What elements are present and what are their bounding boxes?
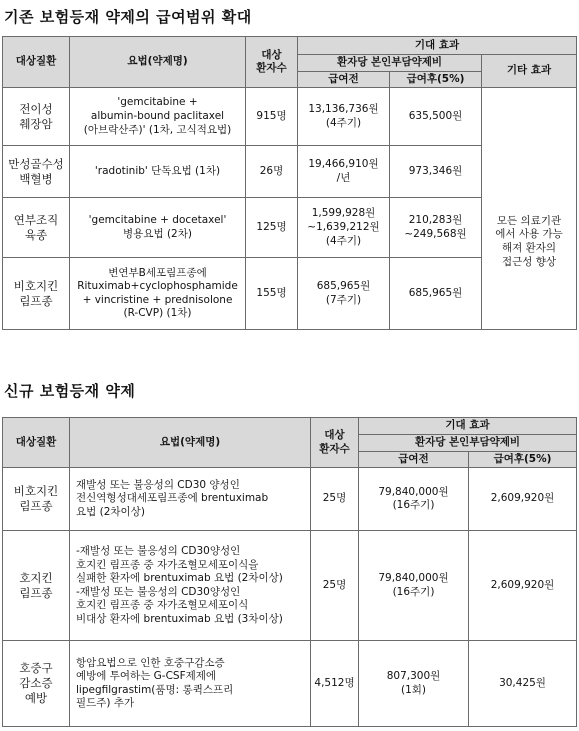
- row-after: 210,283원 ~249,568원: [390, 198, 482, 258]
- regimen-line: + vincristine + prednisolone: [82, 293, 233, 306]
- before-line: 1,599,928원: [311, 207, 376, 220]
- row-disease: [3, 531, 70, 641]
- header-expected-effect: 기대 효과: [359, 418, 577, 435]
- table-row: [3, 468, 577, 531]
- header-disease: 대상질환: [3, 37, 70, 88]
- disease-line: 림프종: [19, 499, 53, 514]
- regimen-line: 호지킨 림프종 중 자가조혈모세포이식을: [76, 558, 259, 571]
- header-patients: [311, 418, 359, 468]
- header-disease: 대상질환: [3, 418, 70, 468]
- header-before: 급여전: [359, 451, 469, 468]
- regimen-line: -재발성 또는 불응성의 CD30양성인: [76, 585, 241, 598]
- existing-drugs-table: [2, 36, 577, 330]
- new-drugs-table: [2, 417, 577, 727]
- row-patients: 25명: [311, 468, 359, 531]
- row-patients: 25명: [311, 531, 359, 641]
- table-row: [3, 531, 577, 641]
- row-after: 973,346원: [390, 146, 482, 198]
- row-before: [298, 88, 390, 146]
- regimen-line: 필드주) 추가: [76, 697, 135, 710]
- regimen-line: 호지킨 림프종 중 자가조혈모세포이식: [76, 599, 249, 612]
- header-burden: 환자당 본인부담약제비: [298, 55, 482, 72]
- row-patients: 125명: [246, 198, 298, 258]
- row-before: [298, 258, 390, 330]
- disease-line: 비호지킨: [13, 484, 59, 499]
- table-row: [3, 88, 577, 146]
- regimen-line: lipegfilgrastim(품명: 롱퀵스프리: [76, 683, 234, 696]
- regimen-line: -재발성 또는 불응성의 CD30양성인: [76, 544, 241, 557]
- before-line: 79,840,000원: [378, 572, 449, 585]
- regimen-line: 전신역형성대세포림프종에 brentuximab: [76, 492, 269, 505]
- before-line: (16주기): [392, 585, 435, 598]
- header-regimen: 요법(약제명): [70, 37, 246, 88]
- row-regimen: [70, 531, 311, 641]
- regimen-line: Rituximab+cyclophosphamide: [77, 280, 238, 293]
- row-disease: [3, 258, 70, 330]
- row-after: 30,425원: [469, 641, 577, 727]
- row-regimen: [70, 468, 311, 531]
- disease-line: 감소증: [19, 676, 53, 691]
- regimen-line: 변연부B세포림프종에: [108, 266, 207, 279]
- row-patients: 4,512명: [311, 641, 359, 727]
- other-effect-line: 모든 의료기관: [496, 214, 562, 227]
- row-disease: [3, 198, 70, 258]
- row-before: [359, 531, 469, 641]
- header-patients: [246, 37, 298, 88]
- other-effect-line: 해져 환자의: [501, 242, 557, 254]
- row-regimen: [70, 146, 246, 198]
- row-regimen: [70, 198, 246, 258]
- regimen-line: 요법 (2차이상): [76, 506, 145, 519]
- header-patients-line1: 대상: [324, 429, 345, 441]
- before-line: ~1,639,212원: [307, 220, 380, 233]
- header-before: 급여전: [298, 71, 390, 88]
- header-after: 급여후(5%): [469, 451, 577, 468]
- before-line: (16주기): [392, 499, 435, 512]
- other-effect: [482, 88, 577, 330]
- disease-line: 예방: [24, 691, 48, 706]
- row-before: [298, 146, 390, 198]
- before-line: (1회): [400, 683, 427, 696]
- row-patients: 26명: [246, 146, 298, 198]
- regimen-line: 실패한 환자에 brentuximab 요법 (2차이상): [76, 572, 283, 585]
- before-line: 13,136,736원: [308, 103, 379, 116]
- disease-line: 비호지킨: [13, 278, 59, 293]
- row-before: [298, 198, 390, 258]
- disease-line: 만성골수성: [8, 156, 64, 171]
- header-patients-line1: 대상: [261, 48, 282, 61]
- section2-title: 신규 보험등재 약제: [4, 382, 136, 400]
- disease-line: 호지킨: [19, 570, 53, 585]
- row-regimen: [70, 641, 311, 727]
- other-effect-line: 에서 사용 가능: [495, 228, 563, 241]
- row-after: 685,965원: [390, 258, 482, 330]
- table-row: [3, 641, 577, 727]
- disease-line: 호중구: [19, 661, 53, 676]
- header-burden: 환자당 본인부담약제비: [359, 435, 577, 452]
- regimen-line: 재발성 또는 불응성의 CD30 양성인: [76, 478, 240, 491]
- row-disease: [3, 468, 70, 531]
- header-patients-line2: 환자수: [319, 442, 350, 455]
- regimen-line: 항암요법으로 인한 호중구감소증: [76, 656, 225, 669]
- section1-title: 기존 보험등재 약제의 급여범위 확대: [4, 8, 252, 26]
- row-after: 2,609,920원: [469, 531, 577, 641]
- row-patients: 915명: [246, 88, 298, 146]
- row-patients: 155명: [246, 258, 298, 330]
- disease-line: 전이성: [19, 101, 53, 116]
- regimen-line: 예방에 투여하는 G-CSF제제에: [76, 670, 217, 683]
- row-after: 635,500원: [390, 88, 482, 146]
- before-line: 807,300원: [386, 670, 441, 683]
- header-expected-effect: 기대 효과: [298, 37, 577, 55]
- before-line: 79,840,000원: [378, 485, 449, 498]
- disease-line: 연부조직: [13, 212, 59, 227]
- regimen-line: 'gemcitabine + docetaxel': [88, 214, 227, 227]
- regimen-line: (아브락산주)' (1차, 고식적요법): [83, 123, 232, 136]
- before-line: /년: [336, 171, 351, 184]
- before-line: (7주기): [325, 293, 362, 306]
- disease-line: 췌장암: [19, 116, 53, 131]
- regimen-line: albumin-bound paclitaxel: [90, 109, 225, 122]
- header-after: 급여후(5%): [390, 71, 482, 88]
- regimen-line: 'radotinib' 단독요법 (1차): [94, 164, 221, 177]
- row-regimen: [70, 88, 246, 146]
- before-line: 685,965원: [316, 280, 371, 293]
- row-after: 2,609,920원: [469, 468, 577, 531]
- row-regimen: [70, 258, 246, 330]
- disease-line: 림프종: [19, 293, 53, 308]
- disease-line: 림프종: [19, 585, 53, 600]
- row-before: [359, 641, 469, 727]
- before-line: 19,466,910원: [308, 158, 379, 171]
- other-effect-line: 접근성 향상: [501, 255, 557, 268]
- disease-line: 백혈병: [19, 171, 53, 186]
- before-line: (4주기): [325, 116, 362, 129]
- disease-line: 육종: [24, 227, 48, 242]
- header-regimen: 요법(약제명): [70, 418, 311, 468]
- regimen-line: 'gemcitabine +: [117, 96, 198, 109]
- header-other-effect: 기타 효과: [482, 55, 577, 88]
- regimen-line: (R-CVP) (1차): [123, 307, 192, 320]
- regimen-line: 병용요법 (2차): [123, 227, 192, 240]
- row-disease: [3, 146, 70, 198]
- row-disease: [3, 88, 70, 146]
- before-line: (4주기): [325, 234, 362, 247]
- header-patients-line2: 환자수: [256, 62, 287, 75]
- regimen-line: 비대상 환자에 brentuximab 요법 (3차이상): [76, 613, 283, 626]
- row-before: [359, 468, 469, 531]
- row-disease: [3, 641, 70, 727]
